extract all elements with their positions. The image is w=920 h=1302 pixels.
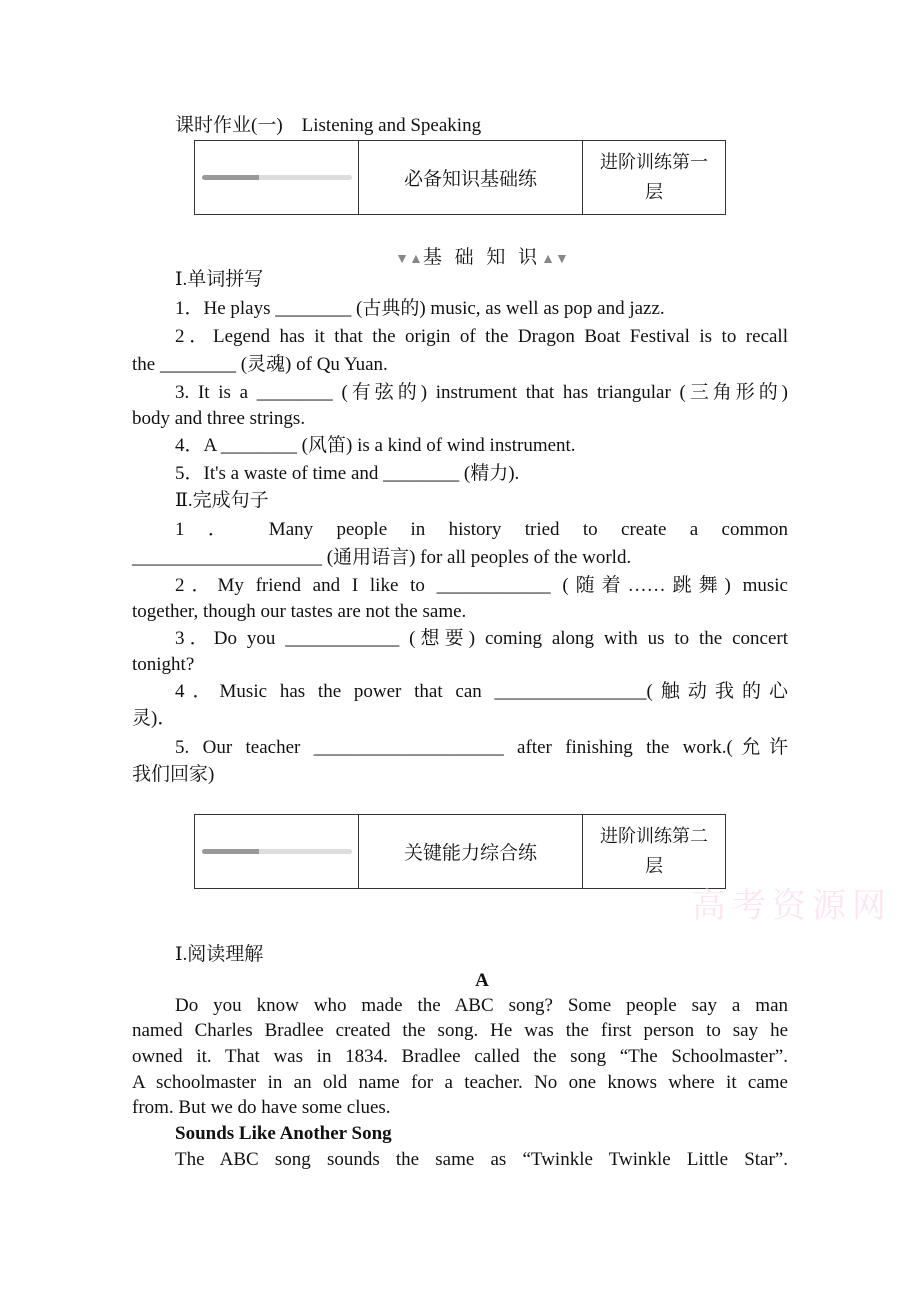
passage-line: Do you know who made the ABC song? Some people say a man: [175, 995, 788, 1016]
progress-decoration: [202, 849, 352, 854]
exercise-line: body and three strings.: [132, 408, 306, 429]
passage-line: named Charles Bradlee created the song. He was the first person to say he: [132, 1020, 788, 1041]
exercise-line: 2．My friend and I like to ____________ (随着……跳舞) music: [175, 575, 788, 596]
exercise-line: 5．It's a waste of time and ________ (精力).: [175, 463, 520, 484]
passage-line: owned it. That was in 1834. Bradlee called the song “The Schoolmaster”.: [132, 1046, 788, 1067]
section-table-1: [194, 140, 726, 215]
passage-line: from. But we do have some clues.: [132, 1097, 391, 1118]
exercise-line: 1 ． Many people in history tried to create a common: [175, 519, 788, 540]
page-header: 课时作业(一) Listening and Speaking: [175, 115, 482, 136]
section-table-2: [194, 814, 726, 889]
exercise-line: together, though our tastes are not the same.: [132, 601, 467, 622]
exercise-line: the ________ (灵魂) of Qu Yuan.: [132, 354, 388, 375]
exercise-line: 1．He plays ________ (古典的) music, as well as pop and jazz.: [175, 298, 665, 319]
triangle-icon: ▼▲: [395, 252, 423, 267]
watermark: 高考资源网: [692, 886, 892, 926]
progress-decoration: [202, 175, 352, 180]
part1-title: Ⅰ.单词拼写: [175, 269, 264, 290]
exercise-line: 4．A ________ (风笛) is a kind of wind instrument.: [175, 435, 576, 456]
exercise-line: 灵)．: [132, 708, 177, 729]
exercise-line: 3. It is a ________ (有弦的) instrument that has triangular (三角形的): [175, 382, 788, 403]
triangle-icon: ▲▼: [541, 252, 569, 267]
table-middle-label: 必备知识基础练: [359, 141, 583, 214]
exercise-line: ____________________ (通用语言) for all peoples of the world.: [132, 547, 632, 568]
exercise-line: 2．Legend has it that the origin of the Dragon Boat Festival is to recall: [175, 326, 788, 347]
exercise-line: 4．Music has the power that can ________________(触动我的心: [175, 681, 788, 702]
exercise-line: 3．Do you ____________ (想要) coming along with us to the concert: [175, 628, 788, 649]
part2-title: Ⅱ.完成句子: [175, 490, 269, 511]
passage-title: A: [475, 970, 489, 991]
part3-title: Ⅰ.阅读理解: [175, 944, 264, 965]
passage-line: A schoolmaster in an old name for a teacher. No one knows where it came: [132, 1072, 788, 1093]
exercise-line: tonight?: [132, 654, 195, 675]
exercise-line: 我们回家): [132, 764, 215, 785]
section-heading: ▼▲基 础 知 识▲▼: [395, 247, 569, 268]
passage-subheading: Sounds Like Another Song: [175, 1123, 392, 1144]
table-right-label: 进阶训练第二层: [600, 825, 708, 877]
table-middle-label: 关键能力综合练: [359, 815, 583, 888]
exercise-line: 5. Our teacher ____________________ after finishing the work.(允许: [175, 737, 788, 758]
table-right-label: 进阶训练第一层: [600, 151, 708, 203]
passage-line: The ABC song sounds the same as “Twinkle Twinkle Little Star”.: [175, 1149, 788, 1170]
